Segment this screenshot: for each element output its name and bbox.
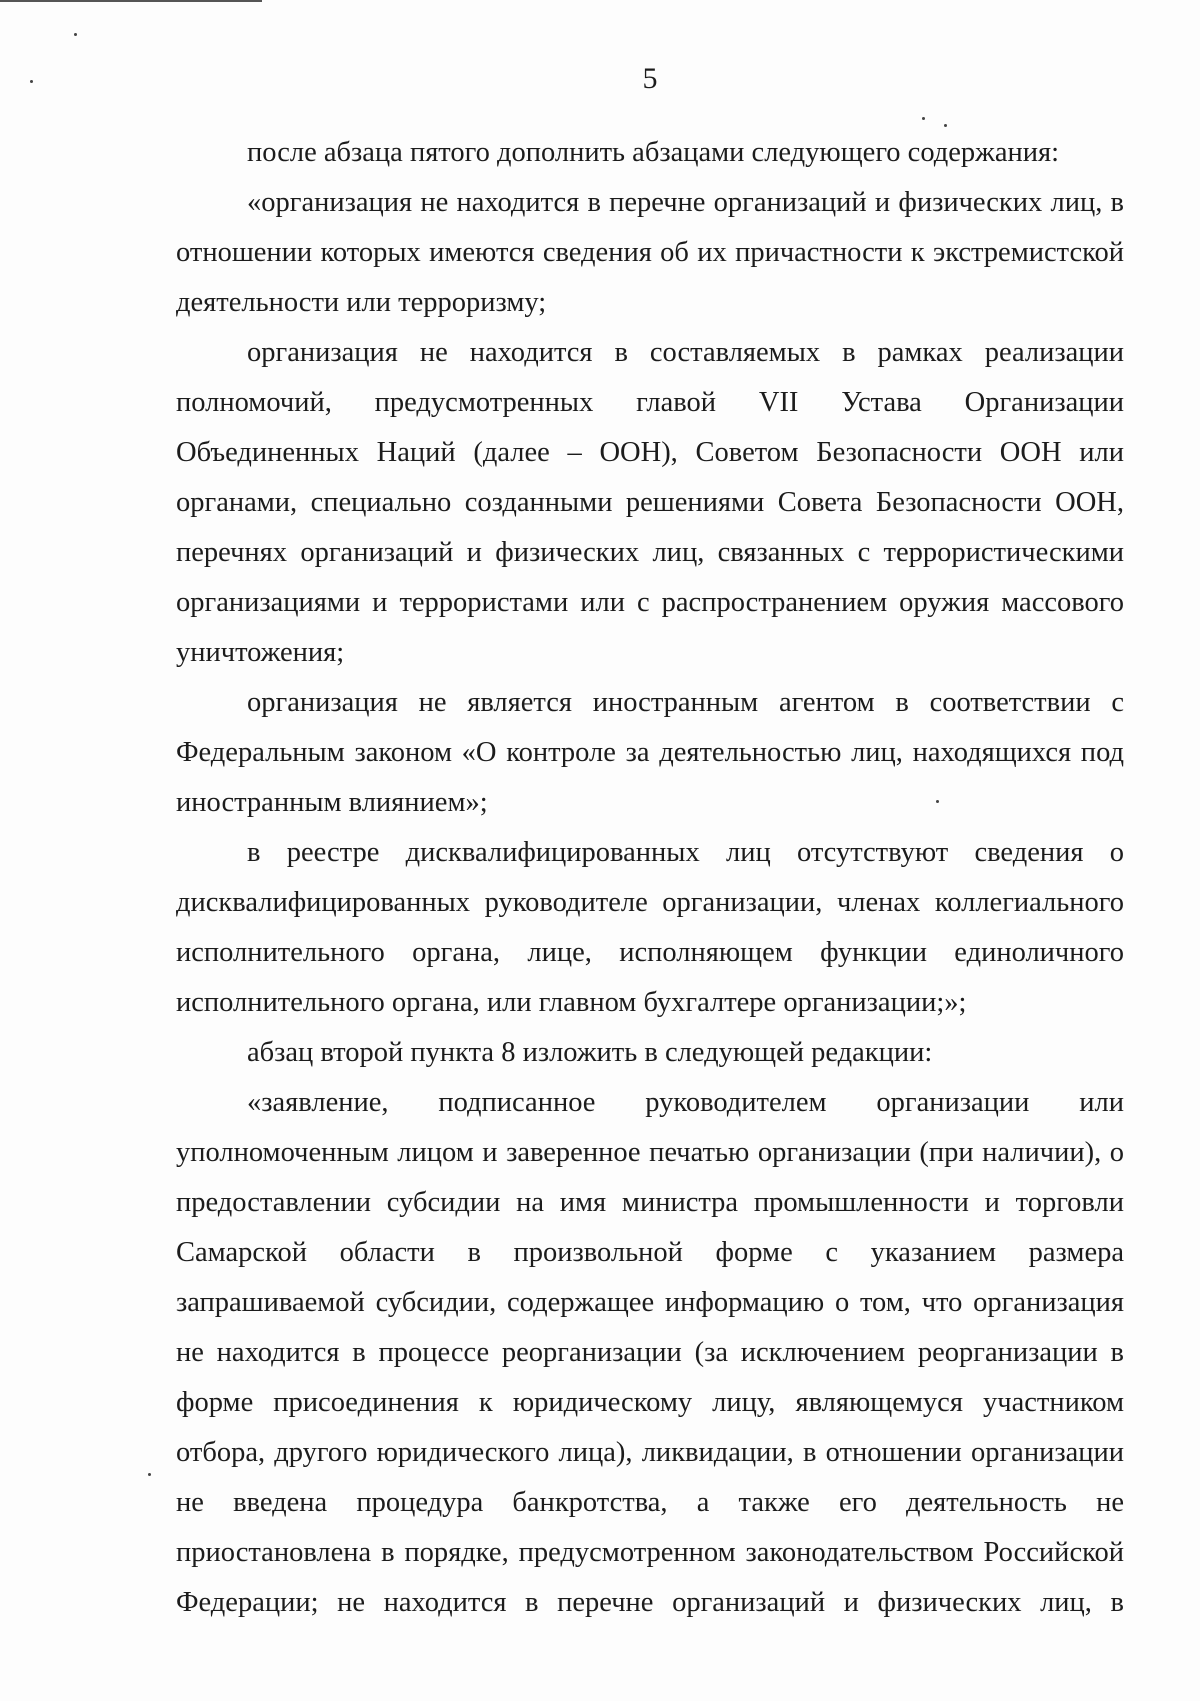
scan-speck <box>922 117 925 120</box>
paragraph-foreign-agent: организация не является иностранным агентом в соответствии с Федеральным законом «О контроле за деятельностью лиц, находящихся под иностранным влиянием»; <box>176 687 1124 818</box>
scan-speck <box>30 80 33 83</box>
paragraph-disqualified: в реестре дисквалифицированных лиц отсутствуют сведения о дисквалифицированных руководителе организации, членах коллегиального исполнительного органа, лице, исполняющем функции единоличного исполнительного органа, или главном бухгалтере организации;»; <box>176 837 1124 1018</box>
document-body <box>176 128 1124 1628</box>
scan-speck <box>936 800 939 803</box>
paragraph-point-8: абзац второй пункта 8 изложить в следующей редакции: <box>247 1037 933 1068</box>
scan-speck <box>944 124 947 127</box>
paragraph-un-lists: организация не находится в составляемых в рамках реализации полномочий, предусмотренных главой VII Устава Организации Объединенных Наций (далее – ООН), Советом Безопасности ООН или органами, специально созданными решениями Совета Безопасности ООН, перечнях организаций и физических лиц, связанных с террористическими организациями и террористами или с распространением оружия массового уничтожения; <box>176 337 1124 668</box>
scan-edge-line <box>0 0 262 2</box>
paragraph-application: «заявление, подписанное руководителем организации или уполномоченным лицом и заверенное печатью организации (при наличии), о предоставлении субсидии на имя министра промышленности и торговли Самарской области в произвольной форме с указанием размера запрашиваемой субсидии, содержащее информацию о том, что организация не находится в процессе реорганизации (за исключением реорганизации в форме присоединения к юридическому лицу, являющемуся участником отбора, другого юридического лица), ликвидации, в отношении организации не введена процедура банкротства, а также его деятельность не приостановлена в порядке, предусмотренном законодательством Российской Федерации; не находится в перечне организаций и физических лиц, в <box>176 1087 1124 1618</box>
page-number: 5 <box>642 62 658 95</box>
paragraph-extremism: «организация не находится в перечне организаций и физических лиц, в отношении которых имеются сведения об их причастности к экстремистской деятельности или терроризму; <box>176 187 1124 318</box>
scan-speck <box>74 33 77 36</box>
paragraph-intro: после абзаца пятого дополнить абзацами следующего содержания: <box>247 137 1060 168</box>
scan-speck <box>148 1473 151 1476</box>
